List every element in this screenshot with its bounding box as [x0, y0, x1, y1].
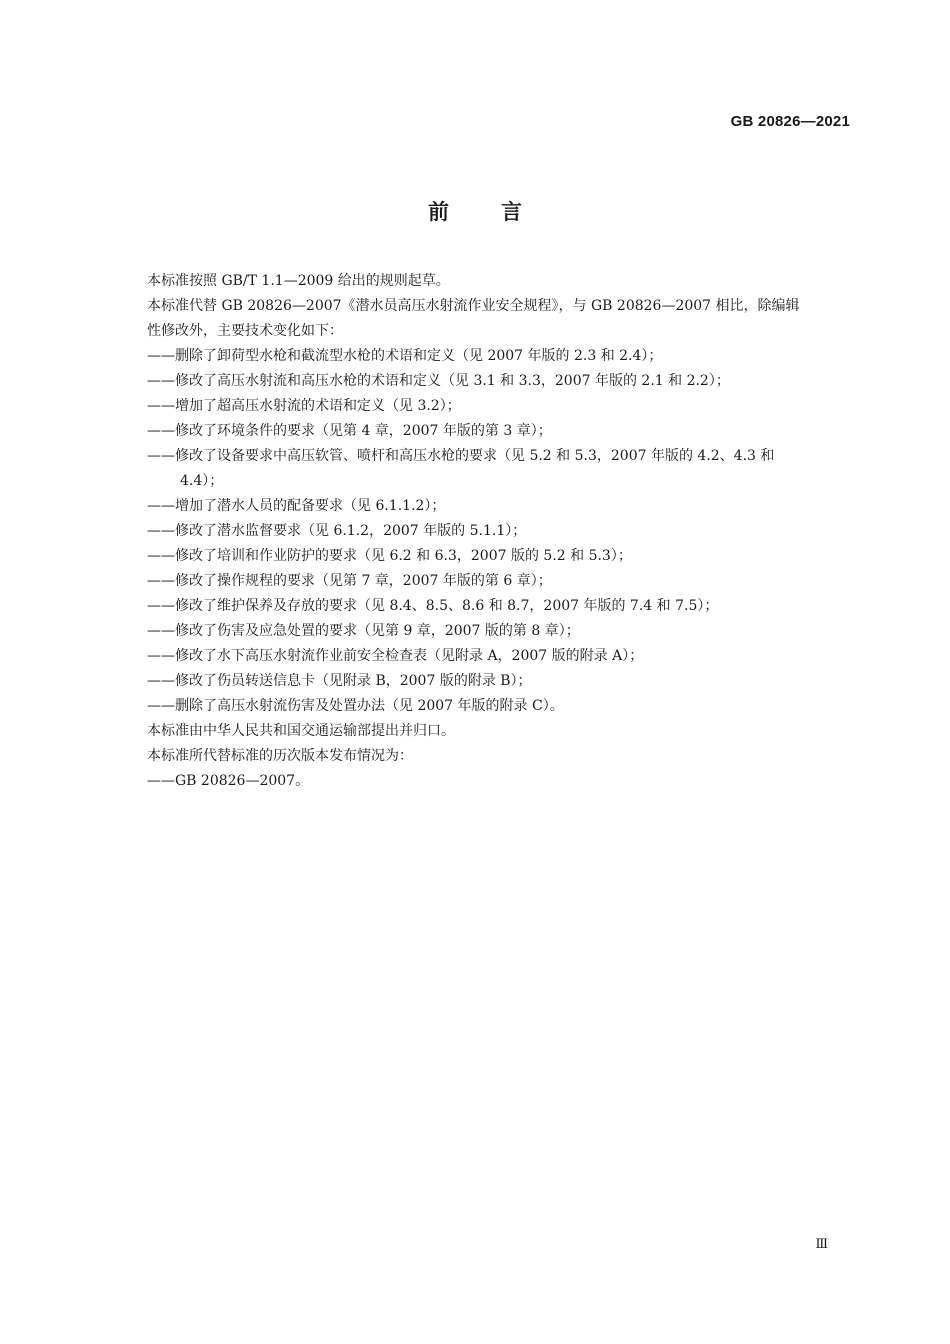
change-item: ——修改了潜水监督要求（见 6.1.2，2007 年版的 5.1.1）； — [147, 523, 527, 539]
change-item: ——删除了高压水射流伤害及处置办法（见 2007 年版的附录 C）。 — [147, 698, 564, 714]
change-item-continuation-text: 4.4）； — [180, 473, 224, 489]
history-item: ——GB 20826—2007。 — [147, 773, 310, 789]
change-item: ——修改了伤害及应急处置的要求（见第 9 章，2007 版的第 8 章）； — [147, 623, 580, 639]
paragraph-drafting-rules: 本标准按照 GB/T 1.1—2009 给出的规则起草。 — [147, 273, 450, 289]
paragraph-proposer: 本标准由中华人民共和国交通运输部提出并归口。 — [147, 723, 455, 739]
foreword-body — [147, 269, 850, 794]
change-item: ——修改了水下高压水射流作业前安全检查表（见附录 A，2007 版的附录 A）； — [147, 648, 644, 664]
change-item: ——修改了伤员转送信息卡（见附录 B，2007 版的附录 B）； — [147, 673, 532, 689]
change-item: ——修改了操作规程的要求（见第 7 章，2007 年版的第 6 章）； — [147, 573, 552, 589]
paragraph-replaces-line1: 本标准代替 GB 20826—2007《潜水员高压水射流作业安全规程》，与 GB 20826—2007 相比，除编辑 — [147, 298, 800, 314]
change-item: ——增加了潜水人员的配备要求（见 6.1.1.2）； — [147, 498, 446, 514]
page-number: Ⅲ — [815, 1237, 828, 1252]
paragraph-replaces-line2: 性修改外，主要技术变化如下： — [147, 323, 343, 339]
paragraph-history-intro: 本标准所代替标准的历次版本发布情况为： — [147, 748, 413, 764]
change-item: ——增加了超高压水射流的术语和定义（见 3.2）； — [147, 398, 461, 414]
change-item: ——删除了卸荷型水枪和截流型水枪的术语和定义（见 2007 年版的 2.3 和 2.4）； — [147, 348, 663, 364]
change-item: ——修改了培训和作业防护的要求（见 6.2 和 6.3，2007 版的 5.2 和 5.3）； — [147, 548, 632, 564]
page-title: 前言 — [428, 200, 574, 224]
change-item: ——修改了高压水射流和高压水枪的术语和定义（见 3.1 和 3.3，2007 年版的 2.1 和 2.2）； — [147, 373, 730, 389]
change-item: ——修改了维护保养及存放的要求（见 8.4、8.5、8.6 和 8.7，2007 年版的 7.4 和 7.5）； — [147, 598, 719, 614]
standard-number: GB 20826—2021 — [730, 113, 850, 130]
change-item: ——修改了设备要求中高压软管、喷杆和高压水枪的要求（见 5.2 和 5.3，2007 年版的 4.2、4.3 和 — [147, 448, 775, 464]
change-item: ——修改了环境条件的要求（见第 4 章，2007 年版的第 3 章）； — [147, 423, 552, 439]
change-item-continuation — [147, 469, 850, 494]
